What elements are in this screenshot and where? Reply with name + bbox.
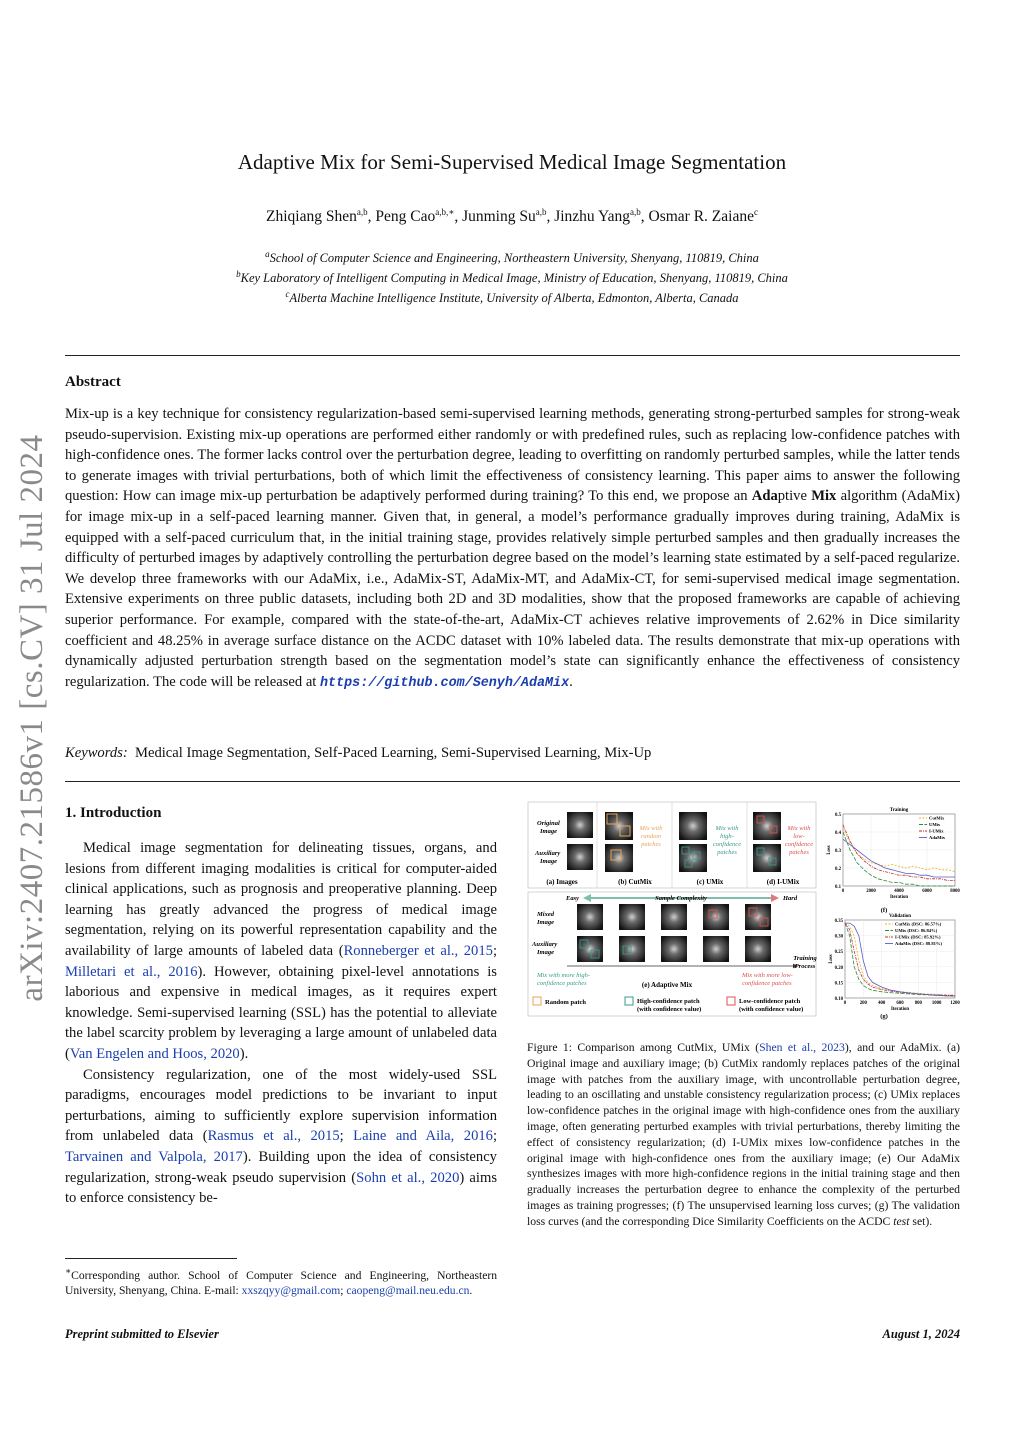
mri-thumbnail [619,904,645,930]
x-tick-label: 1000 [931,1001,942,1006]
annotation: Mix with [715,825,739,832]
author: Junming Su$^{a,b}$, [462,207,555,226]
complexity-label: Easy [566,895,579,902]
mri-thumbnail [567,844,593,870]
email-link[interactable]: caopeng@mail.neu.edu.cn [346,1284,470,1298]
mri-thumbnail [567,812,593,838]
x-tick-label: 2000 [866,889,876,894]
email-link[interactable]: xxszqyy@gmail.com [241,1284,341,1298]
annotation: high- [720,833,734,840]
row-label: Image [540,858,557,865]
annotation: confidence [784,841,814,848]
complexity-label: Sample Complexity [655,895,707,902]
row-label: Original [537,820,560,827]
complexity-label: Hard [783,895,798,902]
mri-thumbnail [661,936,687,962]
legend-swatch [625,997,633,1005]
legend-label: High-confidence patch [637,998,700,1005]
legend-label: UMix (DSC: 86.84%) [895,928,938,934]
code-link[interactable]: https://github.com/Senyh/AdaMix [320,675,570,691]
annotation: low- [793,833,805,840]
x-tick-label: 8000 [950,889,960,894]
validation-loss-chart [829,914,960,1012]
legend-label: AdaMix [929,835,946,841]
y-tick-label: 0.1 [835,885,841,890]
citation-link[interactable]: Shen et al., 2023 [759,1041,845,1054]
divider [65,781,960,782]
mri-thumbnail [679,812,707,840]
adaptive-mix-thumbnails [577,904,771,962]
abstract-body: Mix-up is a key technique for consistency regularization-based semi-supervised learning methods, generating strong-perturbed samples for strong-weak pseudo-supervision. Existing mix-up operations are performed either randomly or with predefined rules, such as replacing low-confidence patches with high-confidence ones. The former lacks control over the perturbation degree, leading to overfitting on randomly perturbed samples, while the latter tends to generate images with trivial perturbations, both of which limit the effectiveness of consistency learning. This paper aims to answer the following question: How can image mix-up perturbation be adaptively performed during training? To this end, we propose an Adaptive Mix algorithm (AdaMix) for image mix-up in a self-paced learning manner. Given that, in general, a model’s performance gradually improves during training, AdaMix is equipped with a self-paced curriculum that, in the initial training stage, provides relatively simple perturbed samples and then gradually increases the difficulty of perturbed images by adaptively controlling the perturbation degree based on the model’s learning state estimated by a self-paced regularize. We develop three frameworks with our AdaMix, i.e., AdaMix-ST, AdaMix-MT, and AdaMix-CT, for semi-supervised medical image segmentation. Extensive experiments on three public datasets, including both 2D and 3D modalities, show that the proposed frameworks are capable of achieving superior performance. For example, compared with the state-of-the-art, AdaMix-CT achieves relative improvements of 2.62% in Dice similarity coefficient and 48.25% in average surface distance on the ACDC dataset with 10% labeled data. The results demonstrate that mix-up operations with dynamically adjusted perturbation strength based on the segmentation model’s state can significantly enhance the effectiveness of consistency regularization. The code will be released at https://github.com/Senyh/AdaMix. [65,406,960,691]
panel-label: (g) [880,1013,888,1020]
citation-link[interactable]: Van Engelen and Hoos, 2020 [69,1045,240,1062]
mri-thumbnail [703,904,729,930]
divider [65,355,960,356]
legend-label: (with confidence value) [637,1006,702,1013]
affiliation: $^a$School of Computer Science and Engineering, Northeastern University, Shenyang, 110819, China [265,249,759,266]
annotation: confidence patches [537,980,587,987]
affiliation: $^b$Key Laboratory of Intelligent Computing in Medical Image, Ministry of Education, Shenyang, 110819, China [236,269,788,286]
panel-label: (e) Adaptive Mix [641,981,693,989]
annotation: patches [717,849,737,856]
arxiv-identifier: arXiv:2407.21586v1 [cs.CV] 31 Jul 2024 [14,434,50,1002]
annotation: patches [789,849,809,856]
panel-label: (f) [880,907,888,914]
paper-title: Adaptive Mix for Semi-Supervised Medical Image Segmentation [237,150,787,174]
annotation: Mix with more high- [537,972,591,979]
panel-label: (c) UMix [696,878,724,886]
y-axis-label: Loss [827,845,832,855]
annotation: patches [641,841,661,848]
author: Jinzhu Yang$^{a,b}$, [554,207,649,226]
x-tick-label: 4000 [894,889,904,894]
annotation: Mix with [639,825,663,832]
legend-label: UMix [929,822,941,828]
author-list [0,207,1024,226]
author: Peng Cao$^{a,b,∗}$, [375,207,463,226]
citation-link[interactable]: Tarvainen and Valpola, 2017 [65,1148,243,1165]
chart-title: Training [889,808,909,813]
row-label: Auxiliary [535,850,561,857]
y-axis-label: Loss [829,954,834,964]
row-label: Image [537,949,554,956]
legend-label: AdaMix (DSC: 88.81%) [895,941,943,947]
annotation: Mix with [787,825,811,832]
x-axis-label: Iteration [889,895,909,900]
annotation: confidence [712,841,742,848]
y-tick-label: 0.10 [834,997,843,1002]
keywords: Keywords: Medical Image Segmentation, Self-Paced Learning, Semi-Supervised Learning, Mix-Up [65,745,652,761]
paragraph: Consistency regularization, one of the most widely-used SSL paradigms, encourages model predictions to be invariant to input perturbations, aiming to sufficiently explore supervision information from unlabeled data (Rasmus et al., 2015; Laine and Aila, 2016; Tarvainen and Valpola, 2017). Building upon the idea of consistency regularization, strong-weak pseudo supervision (Sohn et al., 2020) aims to enforce consistency be- [65,1066,498,1207]
mri-thumbnail [661,904,687,930]
citation-link[interactable]: Sohn et al., 2020 [356,1169,460,1186]
introduction-heading: 1. Introduction [65,805,162,821]
y-tick-label: 0.20 [834,965,843,971]
panel-label: (a) Images [546,878,578,886]
affiliation: $^c$Alberta Machine Intelligence Institute, University of Alberta, Edmonton, Alberta, Canada [285,289,739,306]
axis-note: Training [793,955,817,962]
annotation: confidence patches [742,980,792,987]
legend-swatch [533,997,541,1005]
row-label: Image [537,919,554,926]
paragraph: Medical image segmentation for delineating tissues, organs, and lesions from different imaging modalities is critical for computer-aided clinical applications, such as prognosis and preoperative planning. Deep learning has greatly advanced the progress of medical image segmentation, relying on its powerful representation capability and the availability of large amounts of labeled data (Ronneberger et al., 2015; Milletari et al., 2016). However, obtaining pixel-level annotations is laborious and expensive in medical images, as it requires expert knowledge. Semi-supervised learning (SSL) has the potential to alleviate the label scarcity problem by leveraging a large amount of unlabeled data (Van Engelen and Hoos, 2020). [65,840,497,1062]
x-tick-label: 800 [914,1001,922,1006]
row-label: Image [540,828,557,835]
abstract-heading: Abstract [65,374,121,390]
x-tick-label: 0 [843,1001,847,1006]
y-tick-label: 0.5 [835,813,841,818]
x-tick-label: 6000 [922,889,932,894]
figure-1 [527,800,960,1022]
figure-caption: Figure 1: Comparison among CutMix, UMix (Shen et al., 2023), and our AdaMix. (a) Original image and auxiliary image; (b) CutMix randomly replaces patches of the original image with patches from the auxiliary image, with uncontrollable perturbation degree, leading to an oscillating and unstable consistency regularization process; (c) UMix replaces low-confidence patches in the original image with high-confidence ones from the auxiliary image, often generating perturbed examples with trivial perturbations, thereby limiting the effect of consistency regularization; (d) I-UMix mixes low-confidence patches in the original image with high-confidence ones from the auxiliary image; (e) Our AdaMix synthesizes images with more high-confidence regions in the initial training stage and then gradually increases the perturbation degree to enhance the complexity of the perturbed images as training progresses; (f) The unsupervised learning loss curves; (g) The validation loss curves (and the corresponding Dice Similarity Coefficients on the ACDC test set). [527,1041,960,1228]
legend-label: I-UMix [929,828,944,834]
citation-link[interactable]: Rasmus et al., 2015 [207,1128,340,1145]
mri-thumbnail [577,904,603,930]
y-tick-label: 0.25 [834,950,843,956]
footnote: ∗Corresponding author. School of Computer Science and Engineering, Northeastern University, Shenyang, China. E-mail: xxszqyy@gmail.com; caopeng@mail.neu.edu.cn. [65,1266,497,1298]
annotation: Mix with more low- [742,972,793,979]
panel-label: (b) CutMix [618,878,652,886]
mri-thumbnail [605,844,633,872]
x-tick-label: 1200 [950,1001,960,1006]
chart-title: Validation [888,914,912,919]
training-loss-chart [827,808,960,900]
row-label: Mixed [537,911,554,918]
axis-note: Process [794,963,816,970]
x-tick-label: 400 [878,1001,886,1006]
citation-link[interactable]: Laine and Aila, 2016 [353,1128,493,1145]
x-tick-label: 600 [896,1001,904,1006]
legend-label: Low-confidence patch [739,998,801,1005]
footer-date: August 1, 2024 [882,1327,960,1341]
legend-label: (with confidence value) [739,1006,804,1013]
affiliations [0,246,1024,306]
author: Osmar R. Zaiane$^c$ [648,207,758,226]
footer-journal: Preprint submitted to Elsevier [65,1327,219,1341]
x-axis-label: Iteration [890,1007,910,1012]
y-tick-label: 0.15 [834,981,843,987]
mri-thumbnail [703,936,729,962]
x-tick-label: 0 [841,889,845,894]
annotation: random [640,833,662,840]
introduction-body [65,838,497,1209]
panel-label: (d) I-UMix [766,878,800,886]
y-tick-label: 0.3 [835,849,841,854]
y-tick-label: 0.2 [835,867,841,872]
legend-label: I-UMix (DSC: 85.92%) [895,934,941,940]
author: Zhiqiang Shen$^{a,b}$, [266,207,376,226]
legend-label: CutMix [929,815,945,821]
mri-thumbnail [745,936,771,962]
row-label: Auxiliary [532,941,558,948]
y-tick-label: 0.30 [834,934,843,940]
legend-swatch [727,997,735,1005]
citation-link[interactable]: Ronneberger et al., 2015 [343,942,493,959]
citation-link[interactable]: Milletari et al., 2016 [65,963,198,980]
legend-label: Random patch [545,999,586,1006]
y-tick-label: 0.4 [835,831,841,836]
footnote-rule [65,1258,237,1259]
x-tick-label: 200 [859,1001,867,1006]
y-tick-label: 0.35 [834,919,843,924]
legend-label: CutMix (DSC: 86.57%) [895,921,942,927]
